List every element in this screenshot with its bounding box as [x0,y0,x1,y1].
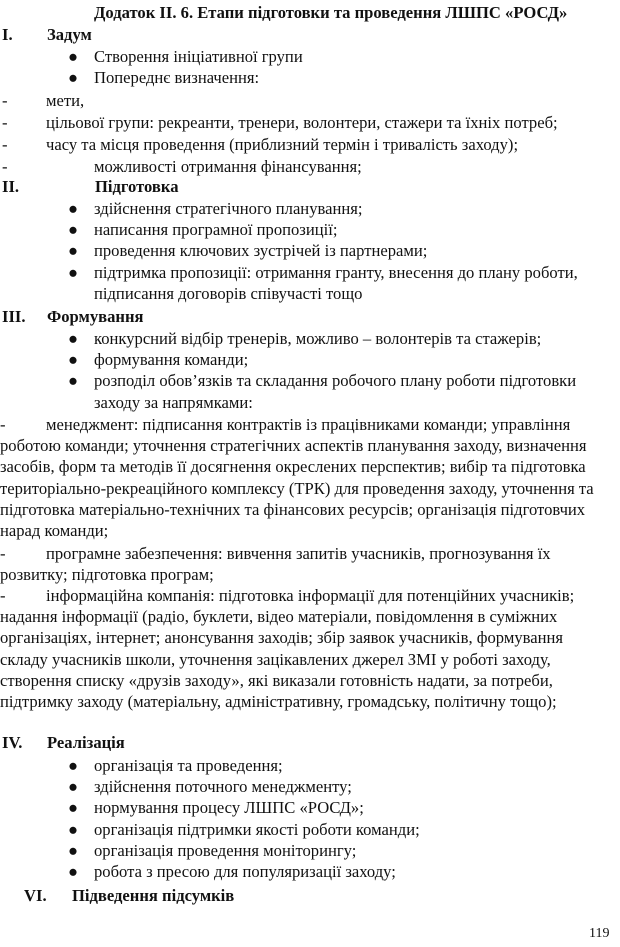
section-title: Задум [47,25,92,44]
dash-item: - можливості отримання фінансування; [2,157,362,176]
dash-item: - цільової групи: рекреанти, тренери, волонтери, стажери та їхніх потреб; [2,113,558,132]
list-item: ● здійснення поточного менеджменту; [68,777,352,797]
section-number: III. [2,307,26,326]
paragraph-program: - програмне забезпечення: вивчення запитів учасників, прогнозування їх розвитку; підготовка програм; [0,544,551,585]
list-item: ● конкурсний відбір тренерів, можливо – волонтерів та стажерів; [68,329,542,348]
section-title: Формування [47,307,144,326]
list-item: ● написання програмної пропозиції; [68,220,338,240]
list-item: ● робота з пресою для популяризації заходу; [68,862,396,882]
list-item: ● організація підтримки якості роботи команди; [68,819,420,839]
paragraph-information: - інформаційна компанія: підготовка інформації для потенційних учасників; надання інформації (радіо, буклети, відео матеріали, повідомлення в суміжних організаціях, інтернет; анонсування заходів; збір заявок учасників, формування складу учасників школи, уточнення зацікавлених джерел ЗМІ у роботі заходу, створення списку «друзів заходу», які виказали готовність надати, за потреби, підтримку заходу (матеріальну, адміністративну, громадську, політичну тощо); [0,586,575,712]
paragraph-management: - менеджмент: підписання контрактів із працівниками команди; управління роботою команди; уточнення стратегічних аспектів планування заходу, визначення засобів, форм та методів її досягнення окреслених перспектив; вибір та підготовка територіально-рекреаційного комплексу (ТРК) для проведення заходу, уточнення та підготовка матеріально-технічних та фінансових ресурсів; організація підготовчих нарад команди; [0,415,594,541]
list-item: ● проведення ключових зустрічей із партнерами; [68,241,428,261]
dash-item: - часу та місця проведення (приблизний термін і тривалість заходу); [2,135,519,154]
list-item: ● розподіл обов’язків та складання робочого плану роботи підготовки заходу за напрямками: [68,371,577,412]
list-item: ● організація проведення моніторингу; [68,840,357,860]
list-item: ● організація та проведення; [68,756,283,775]
list-item: ● здійснення стратегічного планування; [68,199,363,218]
section-number: IV. [2,733,23,752]
page-number: 119 [589,926,610,941]
section-title: Підготовка [95,177,179,196]
list-item: ● Створення ініціативної групи [68,47,303,66]
list-item: ● формування команди; [68,350,249,370]
bullet-list-iii [68,328,599,413]
bullet-list-ii [68,198,599,304]
section-number: I. [2,25,13,44]
section-number: II. [2,177,20,196]
dash-item: - мети, [2,91,85,110]
list-item: ● підтримка пропозиції: отримання гранту, внесення до плану роботи, підписання договорів співучасті тощо [68,262,578,303]
section-number: VI. [24,886,47,905]
bullet-list-i [68,46,599,88]
section-title: Реалізація [47,733,125,752]
bullet-list-iv [68,755,599,882]
list-item: ● нормування процесу ЛШПС «РОСД»; [68,798,364,818]
section-title: Підведення підсумків [72,886,235,905]
list-item: ● Попереднє визначення: [68,68,260,88]
page-title: Додаток ІІ. 6. Етапи підготовки та проведення ЛШПС «РОСД» [94,3,568,22]
